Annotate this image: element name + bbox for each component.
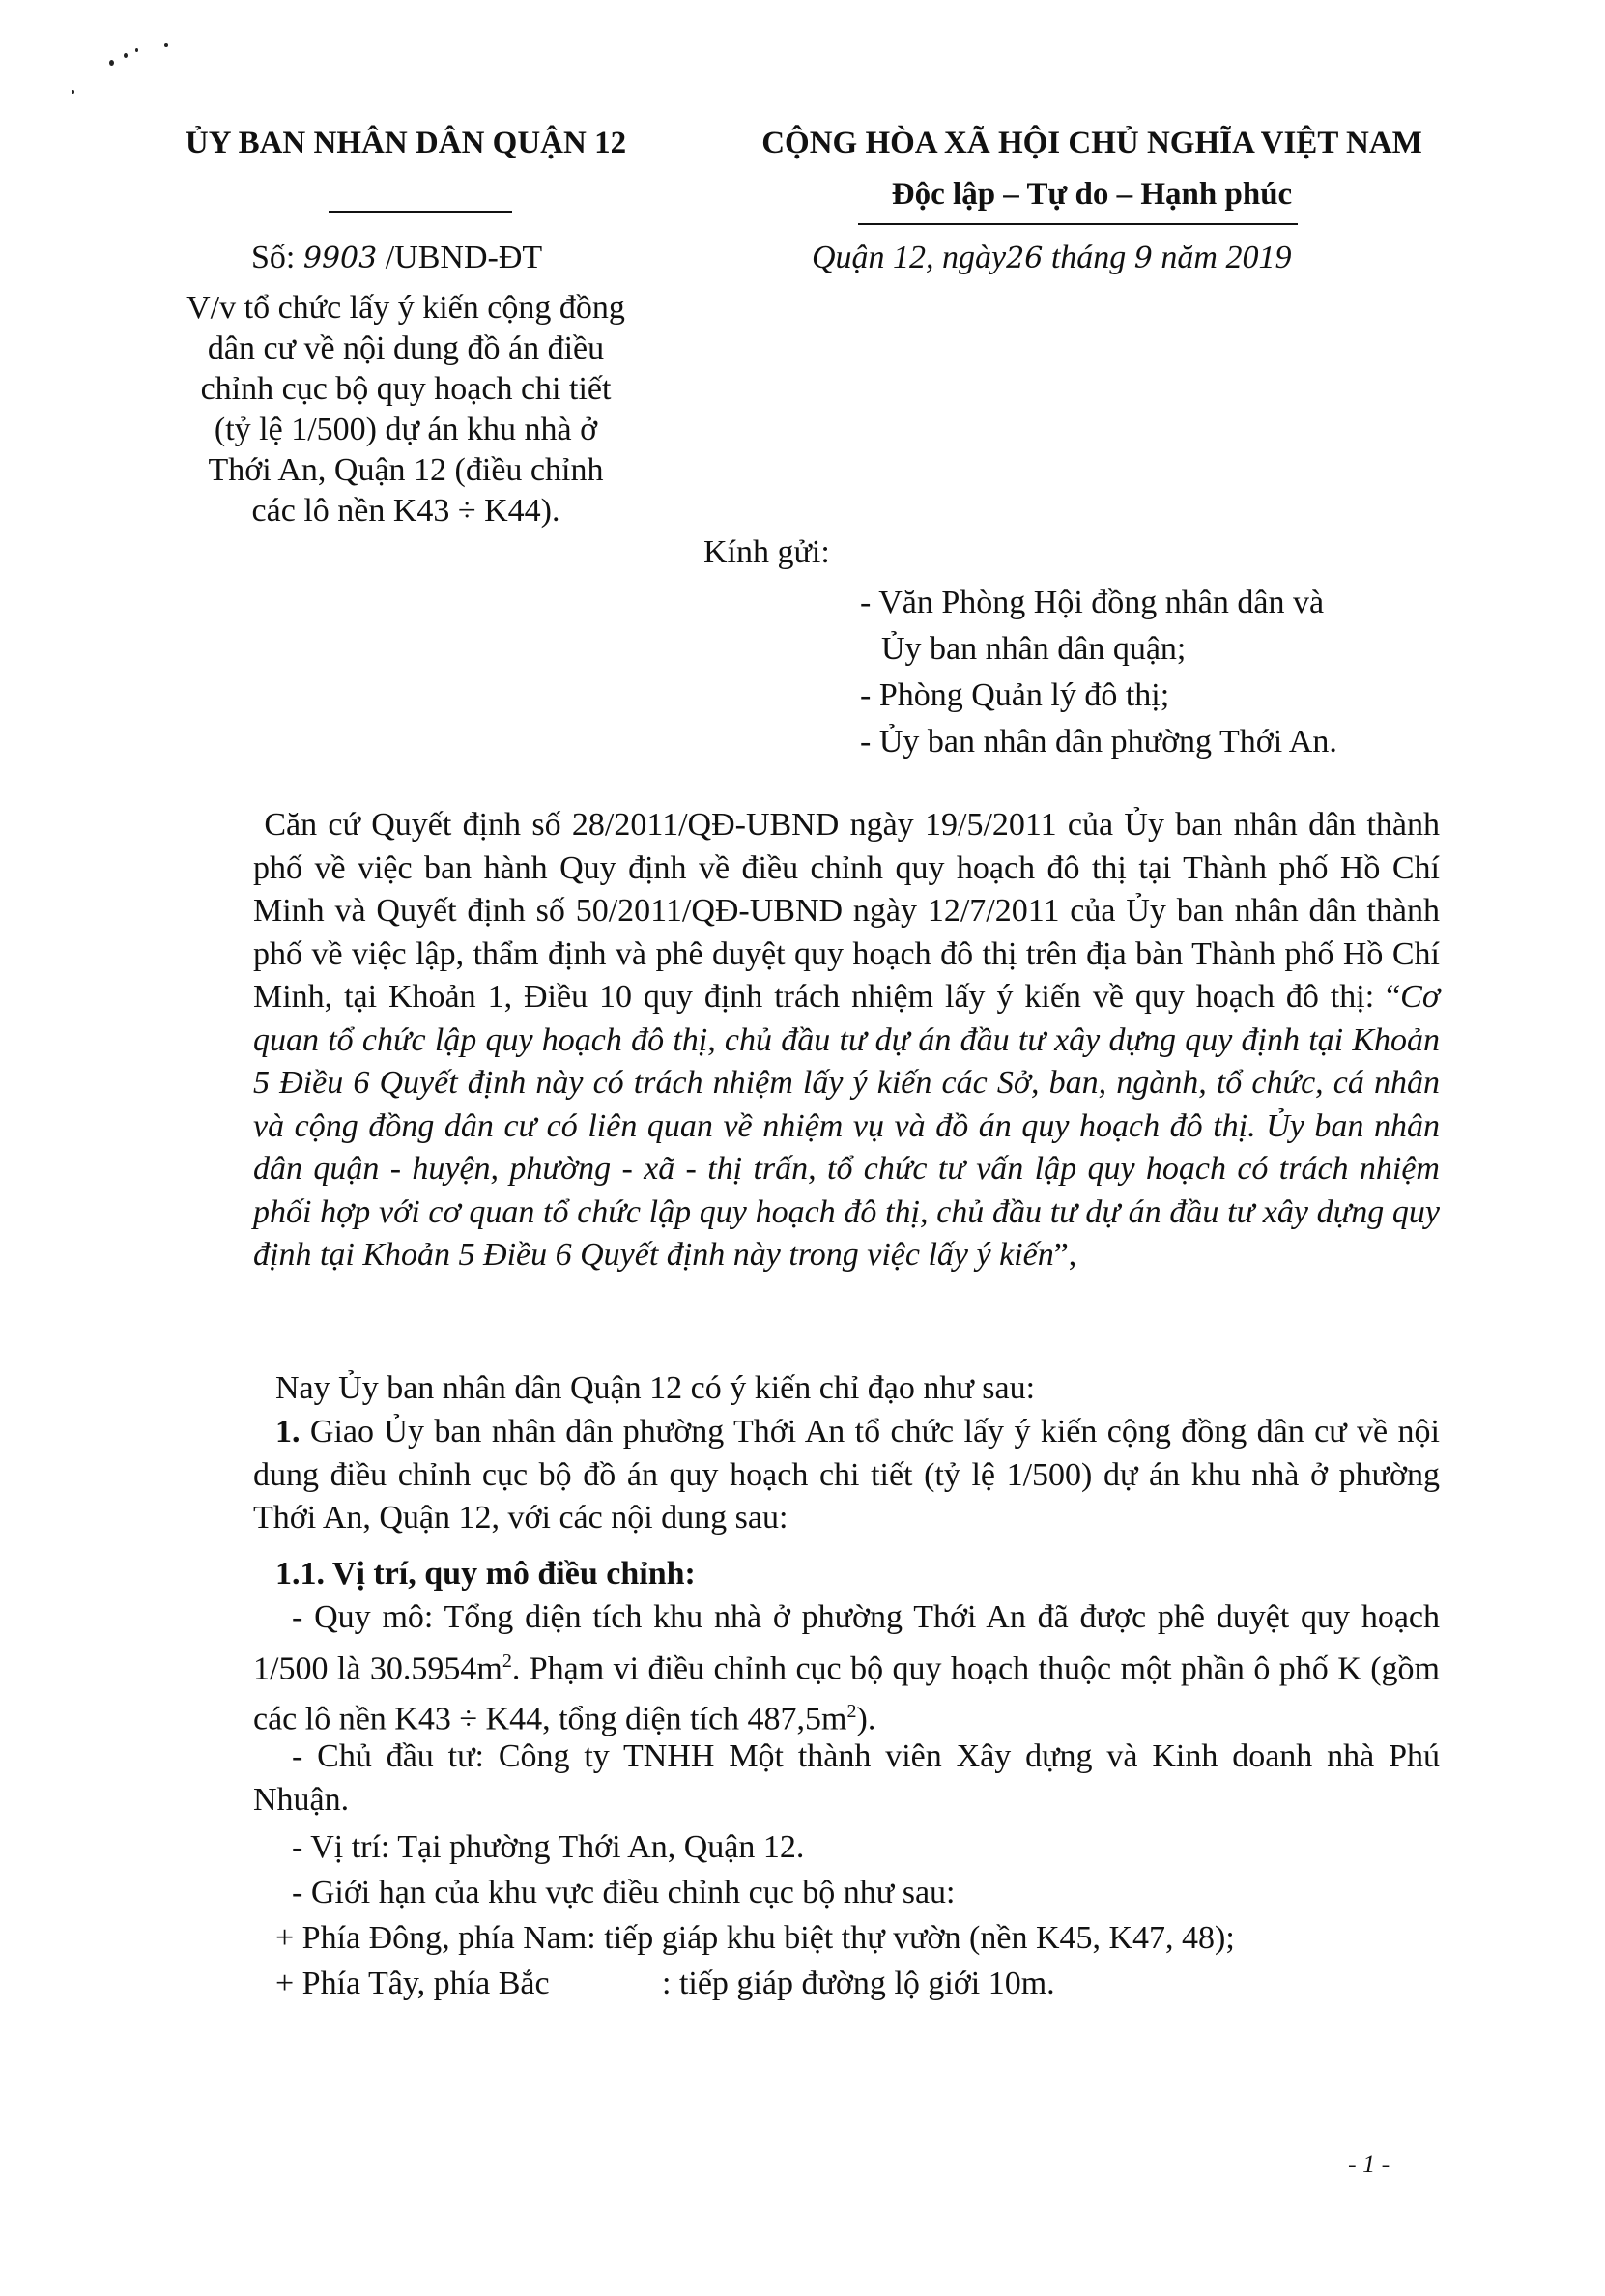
scale-part3: ). [856,1701,876,1737]
recipients-label: Kính gửi: [703,534,830,570]
date-year: năm 2019 [1161,240,1292,275]
scale-sup2: 2 [846,1701,857,1723]
investor-paragraph: - Chủ đầu tư: Công ty TNHH Một thành viên Xây dựng và Kinh doanh nhà Phú Nhuận. [253,1738,1440,1818]
doc-no-handwritten: 9903 [302,242,378,275]
boundary-intro: - Giới hạn của khu vực điều chỉnh cục bộ như sau: [292,1875,956,1910]
nation-name: CỘNG HÒA XÃ HỘI CHỦ NGHĨA VIỆT NAM [761,126,1422,160]
issuer-underline [329,211,512,213]
subject-line: (tỷ lệ 1/500) dự án khu nhà ở [214,412,598,447]
page-number: - 1 - [1348,2150,1390,2178]
motto: Độc lập – Tự do – Hạnh phúc [891,177,1293,212]
doc-no-prefix: Số: [251,240,296,275]
directive-line: Nay Ủy ban nhân dân Quận 12 có ý kiến chỉ đạo như sau: [275,1370,1036,1406]
subject-line: dân cư về nội dung đồ án điều [207,330,605,366]
recipients-list [860,580,1337,765]
scan-speck [164,43,168,47]
recipient-item: - Văn Phòng Hội đồng nhân dân và [860,585,1325,620]
scan-speck [124,53,128,58]
date-month: 9 [1133,242,1153,275]
date-day: 26 [1006,242,1044,275]
boundary-west-north [275,1963,1055,2005]
scan-speck [72,90,74,94]
boundary-east-south [275,1917,1235,1960]
scale-part1: - Quy mô: Tổng diện tích khu nhà ở phường Thới An đã được phê duyệt quy hoạch 1/500 là 30.5954m [253,1599,1440,1686]
subject-block [155,288,657,531]
document-number [251,237,542,280]
basis-end: ”, [1053,1237,1077,1273]
recipient-item: Ủy ban nhân dân quận; [881,631,1187,667]
boundary-west-north-label: + Phía Tây, phía Bắc [275,1966,550,2001]
scale-sup1: 2 [502,1650,512,1672]
place-date [812,237,1291,280]
scale-paragraph [253,1596,1440,1741]
boundary-west-north-value: : tiếp giáp đường lộ giới 10m. [662,1966,1055,2001]
subject-line: chỉnh cục bộ quy hoạch chi tiết [200,371,612,407]
basis-quote: Cơ quan tổ chức lập quy hoạch đô thị, chủ đầu tư dự án đầu tư xây dựng quy định tại Khoản 5 Điều 6 Quyết định này có trách nhiệm lấy ý kiến các Sở, ban, ngành, tổ chức, cá nhân và cộng đồng dân cư có liên quan về nhiệm vụ và đồ án quy hoạch đô thị. Ủy ban nhân dân quận - huyện, phường - xã - thị trấn, tổ chức tư vấn lập quy hoạch có trách nhiệm phối hợp với cơ quan tổ chức lập quy hoạch đô thị, chủ đầu tư dự án đầu tư xây dựng quy định tại Khoản 5 Điều 6 Quyết định này trong việc lấy ý kiến [253,979,1440,1273]
boundary-east-south-value: tiếp giáp khu biệt thự vườn (nền K45, K47, 48); [604,1920,1235,1956]
scan-speck [109,60,114,66]
subject-line: các lô nền K43 ÷ K44). [251,493,560,529]
motto-underline [858,223,1298,225]
section-1-1-heading: 1.1. Vị trí, quy mô điều chỉnh: [275,1556,696,1592]
item-1-number: 1. [275,1414,301,1449]
basis-paragraph [253,804,1440,1277]
subject-line: Thới An, Quận 12 (điều chỉnh [208,452,604,488]
recipient-item: - Ủy ban nhân dân phường Thới An. [860,724,1337,760]
subject-line: V/v tổ chức lấy ý kiến cộng đồng [186,290,625,326]
date-month-label: tháng [1050,240,1127,275]
scan-speck [135,48,138,52]
issuer-name: ỦY BAN NHÂN DÂN QUẬN 12 [185,126,627,160]
recipient-item: - Phòng Quản lý đô thị; [860,677,1170,713]
location-line: - Vị trí: Tại phường Thới An, Quận 12. [292,1829,805,1865]
item-1-text: Giao Ủy ban nhân dân phường Thới An tổ chức lấy ý kiến cộng đồng dân cư về nội dung điều chỉnh cục bộ đồ án quy hoạch chi tiết (tỷ lệ 1/500) dự án khu nhà ở phường Thới An, Quận 12, với các nội dung sau: [253,1414,1440,1535]
scale-part2: . Phạm vi điều chỉnh cục bộ quy hoạch thuộc một phần ô phố K (gồm các lô nền K43 ÷ K44, tổng diện tích 487,5m [253,1650,1440,1737]
basis-intro: Căn cứ Quyết định số 28/2011/QĐ-UBND ngày 19/5/2011 của Ủy ban nhân dân thành phố về việc ban hành Quy định về điều chỉnh quy hoạch đô thị tại Thành phố Hồ Chí Minh và Quyết định số 50/2011/QĐ-UBND ngày 12/7/2011 của Ủy ban nhân dân thành phố về việc lập, thẩm định và phê duyệt quy hoạch đô thị trên địa bàn Thành phố Hồ Chí Minh, tại Khoản 1, Điều 10 quy định trách nhiệm lấy ý kiến về quy hoạch đô thị: “ [253,807,1440,1015]
doc-no-suffix: /UBND-ĐT [385,240,543,275]
boundary-east-south-label: + Phía Đông, phía Nam: [275,1920,596,1956]
item-1-paragraph [253,1411,1440,1540]
place-date-prefix: Quận 12, ngày [812,240,1007,275]
